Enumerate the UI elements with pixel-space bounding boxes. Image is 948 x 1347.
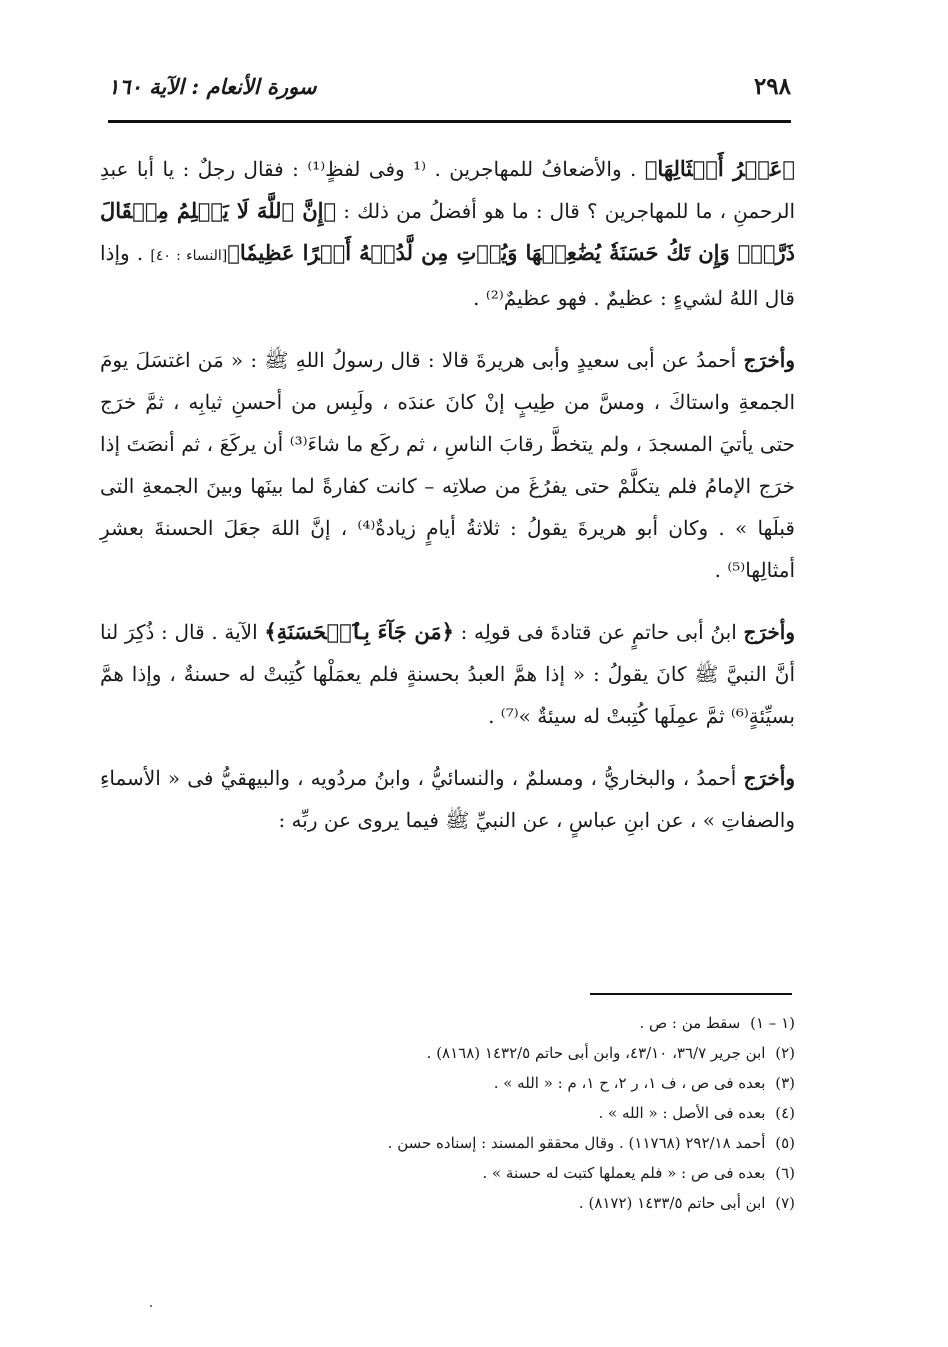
quran-quote: ﴿عَشۡرُ أَمۡثَالِهَا﴾: [644, 156, 795, 181]
paragraph: [100, 757, 795, 841]
page-header: [108, 66, 791, 106]
page-number: ٢٩٨: [753, 72, 791, 100]
footnote-number: (١ – ١): [750, 1014, 795, 1032]
paragraph-text: ابنُ أبى حاتمٍ عن قتادةَ فى قولِه :: [453, 620, 744, 644]
paragraph-lead: وأخرَج: [743, 620, 795, 644]
footnote: [100, 1068, 795, 1098]
footnote-text: أحمد ٢٩٢/١٨ (١١٧٦٨) . وقال محققو المسند : إسناده حسن .: [387, 1134, 766, 1152]
footnote-text: بعده فى ص ، ف ١، ر ٢، ح ١، م : « الله » .: [493, 1074, 766, 1092]
footnote: [100, 1038, 795, 1068]
footnote-number: (٧): [775, 1194, 795, 1212]
running-title: سورة الأنعام : الآية ١٦٠: [108, 73, 317, 99]
footnote-text: ابن جرير ٣٦/٧، ٤٣/١٠، وابن أبى حاتم ١٤٣٢/٥ (٨١٦٨) .: [426, 1044, 766, 1062]
footnote-number: (٥): [775, 1134, 795, 1152]
footnote: [100, 1128, 795, 1158]
verse-reference: [النساء : ٤٠]: [150, 248, 228, 264]
footnote: [100, 1008, 795, 1038]
paragraph-lead: وأخرَج: [743, 348, 795, 372]
paragraph-lead: وأخرَج: [743, 766, 795, 790]
scan-speck: [150, 1305, 152, 1307]
paragraph: [100, 611, 795, 737]
paragraph-text: أحمدُ عن أبى سعيدٍ وأبى هريرةَ قالا : قال رسولُ اللهِ ﷺ : « مَن اغتسَلَ يومَ الجمعةِ واستاكَ ، ومسَّ من طِيبٍ إنْ كانَ عندَه ، ولَبِس من أحسنِ ثيابِه ، ثمَّ خرَج حتى يأتيَ المسجدَ ، ولم يتخطَّ رقابَ الناسِ ، ثم ركَع ما شاءَ⁽³⁾ أن يركَعَ ، ثم أنصَتَ إذا خرَج الإمامُ فلم يتكلَّمْ حتى يفرُغَ من صلاتِه – كانت كفارةً لما بينَها وبينَ الجمعةِ التى قبلَها » . وكان أبو هريرةَ يقولُ : ثلاثةُ أيامٍ زيادةٌ⁽⁴⁾ ، إنَّ اللهَ جعَلَ الحسنةَ بعشرِ أمثالِها⁽⁵⁾ .: [100, 348, 795, 582]
header-rule: [108, 120, 791, 123]
footnote-number: (٢): [775, 1044, 795, 1062]
footnote-text: بعده فى الأصل : « الله » .: [598, 1104, 766, 1122]
footnote-number: (٦): [775, 1164, 795, 1182]
footnote-rule: [590, 993, 792, 995]
footnote: [100, 1098, 795, 1128]
footnote: [100, 1188, 795, 1218]
footnote: [100, 1158, 795, 1188]
paragraph: [100, 148, 795, 319]
quran-quote: ﴿إِنَّ ٱللَّهَ لَا يَظۡلِمُ مِثۡقَالَ ذَرَّةٖۖ وَإِن تَكُ حَسَنَةٗ يُضَٰعِفۡهَا وَيُؤۡتِ مِن لَّدُنۡهُ أَجۡرًا عَظِيمٗا﴾: [100, 198, 796, 265]
footnote-text: بعده فى ص : « فلم يعملها كتبت له حسنة » .: [482, 1164, 766, 1182]
footnote-number: (٤): [775, 1104, 795, 1122]
paragraph-text: . وإذا قال اللهُ لشيءٍ : عظيمٌ . فهو عظيمٌ⁽²⁾ .: [100, 241, 795, 310]
quran-quote: ﴿مَن جَآءَ بِٱلۡحَسَنَةِ﴾: [264, 619, 454, 644]
footnote-text: سقط من : ص .: [639, 1014, 741, 1032]
footnote-text: ابن أبى حاتم ١٤٣٣/٥ (٨١٧٢) .: [578, 1194, 766, 1212]
footnotes: [100, 1008, 795, 1218]
footnote-number: (٣): [775, 1074, 795, 1092]
paragraph: [100, 339, 795, 591]
paragraph-text: . والأضعافُ للمهاجرين . ⁽¹ وفى لفظٍ⁽¹⁾ : فقال رجلٌ : يا أبا عبدِ الرحمنِ ، ما للمهاجرين ؟ قال : ما هو أفضلُ من ذلك :: [100, 157, 796, 223]
paragraph-text: الآية . قال : ذُكِرَ لنا أنَّ النبيَّ ﷺ كانَ يقولُ : « إذا همَّ العبدُ بحسنةٍ فلم يعمَلْها كُتِبتْ له حسنةٌ ، وإذا همَّ بسيِّئةٍ⁽⁶⁾ ثمَّ عمِلَها كُتِبتْ له سيئةٌ »⁽⁷⁾ .: [100, 620, 795, 728]
main-text: [100, 148, 795, 861]
paragraph-text: أحمدُ ، والبخاريُّ ، ومسلمٌ ، والنسائيُّ ، وابنُ مردُويه ، والبيهقيُّ فى « الأسماءِ والصفاتِ » ، عن ابنِ عباسٍ ، عن النبيِّ ﷺ فيما يروى عن ربِّه :: [100, 766, 795, 832]
